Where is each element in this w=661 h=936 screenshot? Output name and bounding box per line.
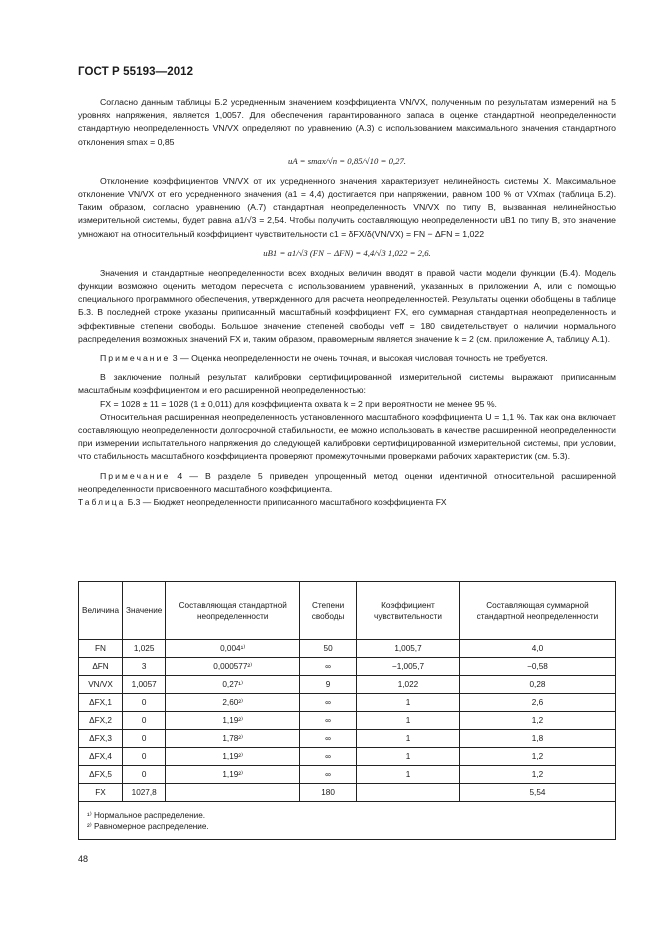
total-empty-cell <box>166 784 300 802</box>
header-quantity: Величина <box>79 582 123 640</box>
cell-sensitivity: 1 <box>357 712 460 730</box>
cell-uncertainty: 2,60²⁾ <box>166 694 300 712</box>
footnote-1: ¹⁾ Нормальное распределение. <box>87 810 206 820</box>
total-quantity: FX <box>79 784 123 802</box>
note-3-label: Примечание <box>100 353 171 364</box>
cell-uncertainty: 0,27¹⁾ <box>166 676 300 694</box>
table-header-row <box>79 582 616 640</box>
formula-ua: uA = smax/√n = 0,85/√10 = 0,27. <box>288 155 406 166</box>
table-footnotes <box>79 802 616 840</box>
cell-uncertainty: 0,004¹⁾ <box>166 640 300 658</box>
cell-combined: 4,0 <box>459 640 615 658</box>
cell-combined: 0,28 <box>459 676 615 694</box>
cell-sensitivity: 1 <box>357 730 460 748</box>
header-standard-uncertainty: Составляющая стандартной неопределенности <box>166 582 300 640</box>
table-row <box>79 766 616 784</box>
page-number: 48 <box>78 854 89 864</box>
cell-combined: 1,2 <box>459 712 615 730</box>
uncertainty-budget-table <box>78 581 616 840</box>
cell-value: 1,025 <box>123 640 166 658</box>
table-row <box>79 694 616 712</box>
header-value: Значение <box>123 582 166 640</box>
header-degrees-of-freedom: Степени свободы <box>300 582 357 640</box>
cell-value: 1,0057 <box>123 676 166 694</box>
cell-value: 0 <box>123 766 166 784</box>
cell-quantity: FN <box>79 640 123 658</box>
cell-value: 0 <box>123 748 166 766</box>
cell-combined: 2,6 <box>459 694 615 712</box>
cell-quantity: ΔFX,4 <box>79 748 123 766</box>
cell-dof: ∞ <box>300 658 357 676</box>
cell-sensitivity: 1 <box>357 748 460 766</box>
cell-quantity: ΔFX,3 <box>79 730 123 748</box>
cell-sensitivity: 1,005,7 <box>357 640 460 658</box>
cell-quantity: VN/VX <box>79 676 123 694</box>
cell-value: 3 <box>123 658 166 676</box>
cell-sensitivity: 1 <box>357 694 460 712</box>
paragraph-2: Отклонение коэффициентов VN/VX от их усредненного значения характеризует нелинейность системы X. Максимальное отклонение VN/VX от его усредненного значения (a1 = 4,4) достигается при напряжении, равном 100 % от VXmax (таблица Б.2). Таким образом, согласно уравнению (А.7) стандартная неопределенность VN/VX по типу В, вызванная нелинейностью измерительной системы, будет равна a1/√3 = 2,54. Чтобы получить составляющую неопределенности uB1 по типу В, это значение умножают на относительный коэффициент чувствительности c1 = δFX/δ(VN/VX) = FN − ΔFN = 1,022 <box>78 175 616 239</box>
table-row <box>79 748 616 766</box>
footnote-2: ²⁾ Равномерное распределение. <box>87 821 209 831</box>
cell-dof: ∞ <box>300 766 357 784</box>
header-combined-uncertainty: Составляющая суммарной стандартной неопределенности <box>459 582 615 640</box>
cell-value: 0 <box>123 712 166 730</box>
note-4-label: Примечание <box>100 470 171 481</box>
paragraph-6: Относительная расширенная неопределенность установленного масштабного коэффициента U = 1,1 %. Так как она включает составляющую неопределенности долгосрочной стабильности, ее можно использовать в качестве расширенной неопределенности при измерении испытательного напряжения до следующей калибровки сертифицированной измерительной системы, при условии, что стабильность масштабного коэффициента проверяют промежуточными проверками рабочих характеристик (см. 5.3). <box>78 411 616 462</box>
cell-value: 0 <box>123 694 166 712</box>
cell-quantity: ΔFX,5 <box>79 766 123 784</box>
cell-dof: ∞ <box>300 712 357 730</box>
cell-quantity: ΔFX,2 <box>79 712 123 730</box>
paragraph-3: Значения и стандартные неопределенности всех входных величин вводят в правой части модели функции (Б.4). Модель функции возможно оценить методом пересчета с использованием уравнений, указанных в приложении А, или с помощью специального программного обеспечения, утвержденного для расчета неопределенностей. Результаты оценки обобщены в таблице Б.3. В последней строке указаны приписанный масштабный коэффициент FX, его суммарная стандартная неопределенность и эффективные степени свободы. Большое значение степеней свободы veff = 180 свидетельствует о наличии нормального распределения возможных значений FX и, таким образом, правомерным является значение k = 2 (см. приложение А, таблицу А.1). <box>78 267 616 344</box>
total-value: 1027,8 <box>123 784 166 802</box>
cell-combined: 1,2 <box>459 748 615 766</box>
note-3 <box>78 352 616 365</box>
cell-dof: 9 <box>300 676 357 694</box>
cell-dof: 50 <box>300 640 357 658</box>
table-row <box>79 658 616 676</box>
total-empty-cell <box>357 784 460 802</box>
cell-uncertainty: 1,19²⁾ <box>166 748 300 766</box>
paragraph-5: FX = 1028 ± 11 = 1028 (1 ± 0,011) для коэффициента охвата k = 2 при вероятности не менее 95 %. <box>100 398 497 409</box>
table-total-row <box>79 784 616 802</box>
document-header: ГОСТ Р 55193—2012 <box>78 66 194 78</box>
cell-uncertainty: 1,19²⁾ <box>166 712 300 730</box>
cell-uncertainty: 0,000577²⁾ <box>166 658 300 676</box>
cell-value: 0 <box>123 730 166 748</box>
cell-uncertainty: 1,19²⁾ <box>166 766 300 784</box>
table-row <box>79 640 616 658</box>
cell-dof: ∞ <box>300 730 357 748</box>
cell-sensitivity: 1,022 <box>357 676 460 694</box>
header-sensitivity: Коэффициент чувствительности <box>357 582 460 640</box>
cell-combined: −0,58 <box>459 658 615 676</box>
total-combined: 5,54 <box>459 784 615 802</box>
table-caption-text: Б.3 — Бюджет неопределенности приписанного масштабного коэффициента FX <box>127 497 447 508</box>
cell-combined: 1,8 <box>459 730 615 748</box>
table-row <box>79 712 616 730</box>
cell-quantity: ΔFX,1 <box>79 694 123 712</box>
cell-dof: ∞ <box>300 748 357 766</box>
paragraph-1: Согласно данным таблицы Б.2 усредненным значением коэффициента VN/VX, полученным по результатам измерений на 5 уровнях напряжения, является 1,0057. Для обеспечения гарантированного запаса в оценке стандартной неопределенности стандартную неопределенность VN/VX определяют по уравнению (А.3) с использованием максимального значения стандартного отклонения smax = 0,85 <box>78 97 616 147</box>
table-row <box>79 730 616 748</box>
cell-combined: 1,2 <box>459 766 615 784</box>
cell-sensitivity: 1 <box>357 766 460 784</box>
note-4 <box>78 470 616 496</box>
note-4-text: 4 — В разделе 5 приведен упрощенный метод оценки идентичной относительной расширенной неопределенности присвоенного масштабного коэффициента. <box>78 470 616 494</box>
note-3-text: 3 — Оценка неопределенности не очень точная, и высокая числовая точность не требуется. <box>172 353 548 364</box>
cell-sensitivity: −1,005,7 <box>357 658 460 676</box>
formula-ub1: uB1 = a1/√3 (FN − ΔFN) = 4,4/√3 1,022 = 2,6. <box>263 247 431 258</box>
total-dof: 180 <box>300 784 357 802</box>
table-footnotes-row <box>79 802 616 840</box>
cell-uncertainty: 1,78²⁾ <box>166 730 300 748</box>
paragraph-4: В заключение полный результат калибровки сертифицированной измерительной системы выражают приписанным масштабным коэффициентом и его расширенной неопределенностью: <box>78 372 616 396</box>
cell-dof: ∞ <box>300 694 357 712</box>
table-row <box>79 676 616 694</box>
table-caption <box>78 496 616 509</box>
cell-quantity: ΔFN <box>79 658 123 676</box>
table-caption-label: Таблица <box>78 497 126 508</box>
body-text <box>78 96 616 509</box>
